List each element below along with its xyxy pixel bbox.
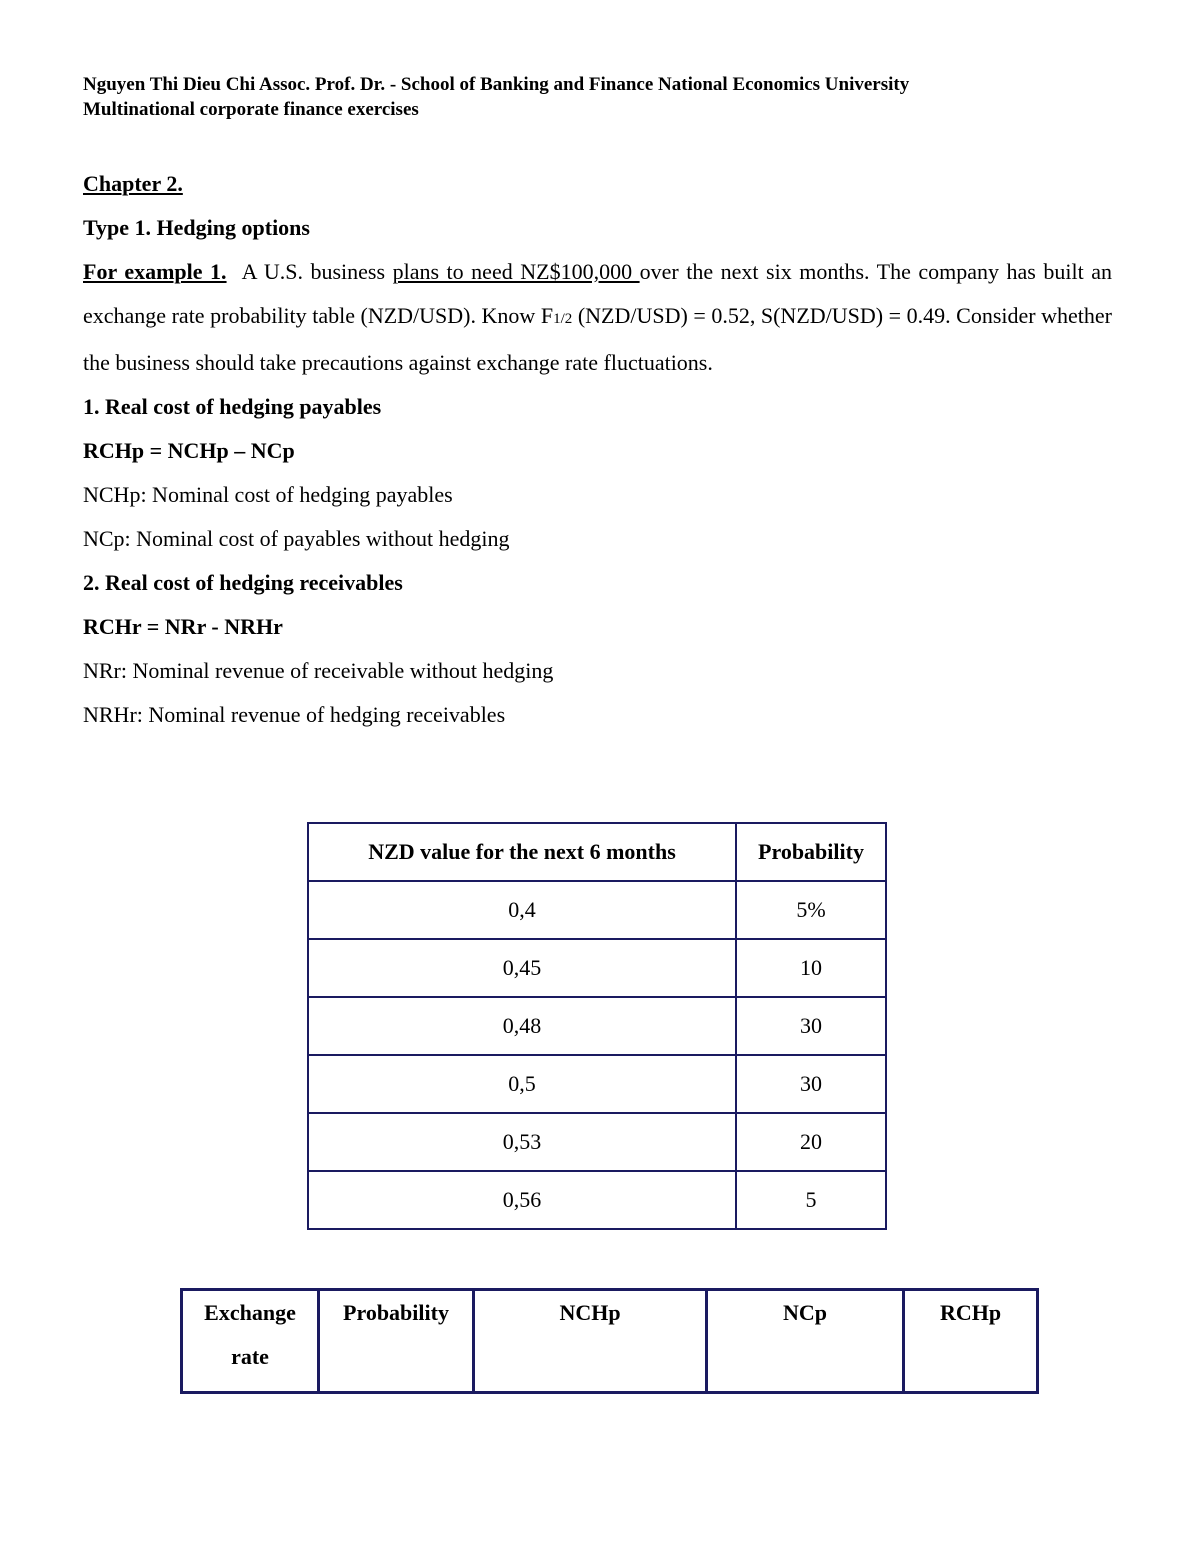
page-header: [83, 72, 909, 122]
column-header-ncp: NCp: [707, 1290, 904, 1393]
section2-formula: RCHr = NRr - NRHr: [83, 614, 283, 639]
example-text-b: over the next six months. The company has built an exchange rate probability table (NZD/USD). Know F: [83, 259, 1113, 328]
probability-cell: 20: [736, 1113, 886, 1171]
column-header-rchp: RCHp: [904, 1290, 1038, 1393]
example-underlined: plans to need NZ$100,000: [392, 259, 640, 284]
section2-def1: NRr: Nominal revenue of receivable without hedging: [83, 658, 554, 683]
table-row: [308, 1171, 886, 1229]
column-header-probability: Probability: [736, 823, 886, 881]
nzd-value-cell: 0,45: [308, 939, 736, 997]
table-row: [308, 1113, 886, 1171]
header-line-2: Multinational corporate finance exercises: [83, 99, 419, 120]
column-header-nchp: NCHp: [474, 1290, 707, 1393]
table-row: [308, 1055, 886, 1113]
example-text-c: (NZD/USD) = 0.52, S(NZD/USD) = 0.49. Consider whether the business should take precautions against exchange rate fluctuations.: [83, 303, 1112, 375]
section2-heading: 2. Real cost of hedging receivables: [83, 570, 403, 595]
section1-heading: 1. Real cost of hedging payables: [83, 394, 382, 419]
example-text-a: A U.S. business: [241, 259, 393, 284]
type-heading: Type 1. Hedging options: [83, 215, 310, 240]
document-body: [83, 162, 1112, 737]
column-header-nzd-value: NZD value for the next 6 months: [308, 823, 736, 881]
hedging-cost-table: [180, 1288, 1039, 1394]
example-label: For example 1.: [83, 259, 227, 284]
nzd-value-cell: 0,5: [308, 1055, 736, 1113]
nzd-value-cell: 0,4: [308, 881, 736, 939]
table-row: [308, 939, 886, 997]
nzd-value-cell: 0,53: [308, 1113, 736, 1171]
example-subscript: 1/2: [553, 311, 573, 327]
table-header-row: [182, 1290, 1038, 1393]
table-header-row: [308, 823, 886, 881]
probability-cell: 5%: [736, 881, 886, 939]
probability-cell: 10: [736, 939, 886, 997]
nzd-value-cell: 0,56: [308, 1171, 736, 1229]
table-row: [308, 997, 886, 1055]
probability-cell: 30: [736, 1055, 886, 1113]
probability-cell: 5: [736, 1171, 886, 1229]
column-header-exchange-rate: Exchange rate: [182, 1290, 319, 1393]
probability-cell: 30: [736, 997, 886, 1055]
section1-def2: NCp: Nominal cost of payables without hedging: [83, 526, 510, 551]
nzd-value-cell: 0,48: [308, 997, 736, 1055]
chapter-title: Chapter 2.: [83, 171, 183, 196]
section1-def1: NCHp: Nominal cost of hedging payables: [83, 482, 453, 507]
column-header-probability: Probability: [319, 1290, 474, 1393]
header-line-1: Nguyen Thi Dieu Chi Assoc. Prof. Dr. - School of Banking and Finance National Economics University: [83, 74, 910, 95]
probability-table: [307, 822, 887, 1230]
table-row: [308, 881, 886, 939]
section1-formula: RCHp = NCHp – NCp: [83, 438, 295, 463]
section2-def2: NRHr: Nominal revenue of hedging receivables: [83, 702, 506, 727]
example-paragraph: [83, 250, 1112, 385]
